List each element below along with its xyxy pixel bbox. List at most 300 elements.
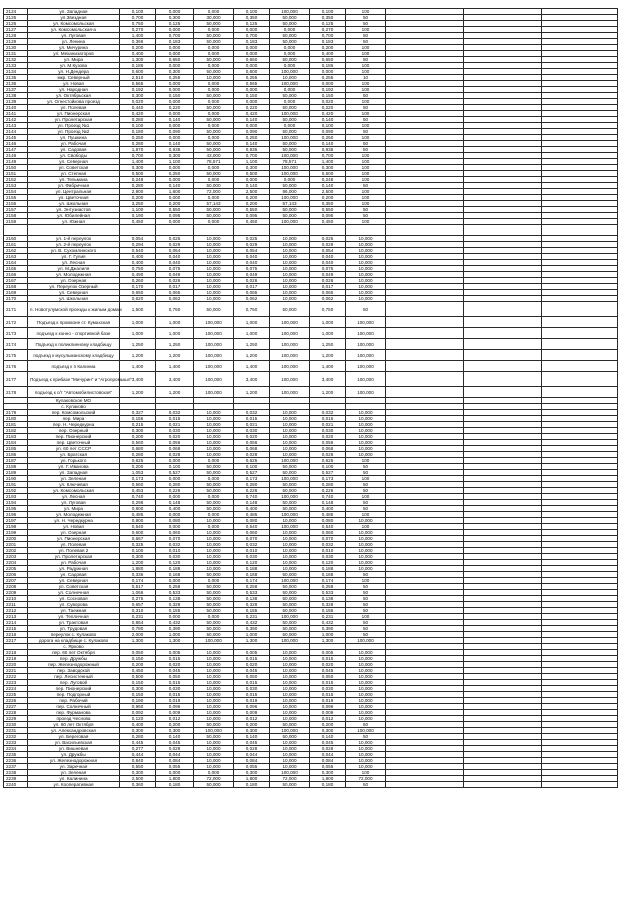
value-cell: 10,000: [194, 260, 234, 266]
value-cell: 0,248: [120, 177, 156, 183]
street-name-cell: подъезд к мусульманскому кладбищу: [28, 350, 120, 361]
value-cell: 0,140: [156, 117, 194, 123]
street-name-cell: пер. Подгорный: [28, 692, 120, 698]
value-cell: 57,143: [270, 201, 310, 207]
value-cell: 0,000: [156, 111, 194, 117]
value-cell: 0,138: [234, 596, 270, 602]
row-number-cell: 2213: [4, 614, 28, 620]
value-cell: 0,300: [120, 554, 156, 560]
value-cell: 10,000: [194, 290, 234, 296]
street-name-cell: ул. Кооперативная: [28, 782, 120, 788]
value-cell: 0,000: [156, 135, 194, 141]
empty-cell: [386, 302, 464, 317]
value-cell: 1,200: [234, 387, 270, 398]
value-cell: 0,075: [156, 266, 194, 272]
value-cell: 0,935: [310, 147, 346, 153]
value-cell: 0,190: [120, 213, 156, 219]
value-cell: 100,000: [346, 387, 386, 398]
value-cell: 0,000: [156, 458, 194, 464]
value-cell: 0,029: [156, 242, 194, 248]
value-cell: 3,400: [120, 372, 156, 387]
value-cell: 0,090: [156, 129, 194, 135]
value-cell: 0,000: [194, 123, 234, 129]
value-cell: 50: [346, 602, 386, 608]
value-cell: 0,400: [120, 260, 156, 266]
value-cell: 0,010: [156, 548, 194, 554]
value-cell: 50: [346, 734, 386, 740]
street-name-cell: Подъезд к промзоне ст. Кумахская: [28, 317, 120, 328]
row-number-cell: 2174: [4, 339, 28, 350]
value-cell: 0,200: [156, 201, 194, 207]
value-cell: 0,150: [310, 93, 346, 99]
value-cell: 0,020: [156, 434, 194, 440]
value-cell: 10,000: [270, 548, 310, 554]
value-cell: 10,000: [346, 650, 386, 656]
street-name-cell: ул. Школьная: [28, 201, 120, 207]
value-cell: 10,000: [270, 752, 310, 758]
value-cell: 0,485: [120, 512, 156, 518]
value-cell: 0,050: [310, 674, 346, 680]
value-cell: 0,045: [310, 668, 346, 674]
row-number-cell: 2146: [4, 141, 28, 147]
row-number-cell: 2229: [4, 716, 28, 722]
value-cell: 0,000: [234, 27, 270, 33]
value-cell: 0,300: [120, 770, 156, 776]
empty-cell: [386, 387, 464, 398]
value-cell: 1,200: [156, 350, 194, 361]
value-cell: 100,000: [270, 728, 310, 734]
value-cell: 10,000: [346, 290, 386, 296]
value-cell: 10,000: [346, 518, 386, 524]
value-cell: 100: [346, 614, 386, 620]
value-cell: 0,250: [310, 135, 346, 141]
value-cell: 0,065: [310, 290, 346, 296]
value-cell: 50,000: [194, 596, 234, 602]
value-cell: 10,000: [346, 266, 386, 272]
value-cell: 100,000: [346, 339, 386, 350]
value-cell: 0,155: [310, 608, 346, 614]
value-cell: 0,010: [310, 548, 346, 554]
value-cell: 0,250: [156, 171, 194, 177]
row-number-cell: 2141: [4, 111, 28, 117]
street-name-cell: переулок с. Кулаково: [28, 632, 120, 638]
table-row: [4, 361, 618, 372]
value-cell: 100,000: [346, 372, 386, 387]
row-number-cell: 2153: [4, 183, 28, 189]
table-row: [4, 387, 618, 398]
value-cell: 0,000: [270, 51, 310, 57]
value-cell: 0,168: [234, 572, 270, 578]
street-name-cell: ул. Зеленая: [28, 476, 120, 482]
street-name-cell: ул. Пролетарская: [28, 554, 120, 560]
value-cell: 50,000: [194, 183, 234, 189]
value-cell: 1,200: [120, 387, 156, 398]
street-name-cell: ул. Центральная: [28, 189, 120, 195]
value-cell: 50: [346, 506, 386, 512]
value-cell: 0,015: [234, 656, 270, 662]
value-cell: 0,485: [234, 512, 270, 518]
value-cell: 10,000: [194, 272, 234, 278]
value-cell: 0,021: [234, 422, 270, 428]
value-cell: 10,000: [346, 656, 386, 662]
value-cell: 50,000: [270, 722, 310, 728]
value-cell: 0,258: [156, 584, 194, 590]
value-cell: 100,000: [346, 361, 386, 372]
value-cell: 50,000: [270, 482, 310, 488]
value-cell: 100,000: [346, 317, 386, 328]
value-cell: 50,000: [270, 782, 310, 788]
value-cell: 10,000: [346, 536, 386, 542]
value-cell: 10,000: [270, 248, 310, 254]
row-number-cell: 2132: [4, 57, 28, 63]
value-cell: [194, 225, 234, 236]
value-cell: 0,226: [156, 488, 194, 494]
value-cell: 0,000: [194, 770, 234, 776]
value-cell: 0,300: [156, 69, 194, 75]
value-cell: 0,120: [234, 560, 270, 566]
row-number-cell: 2203: [4, 554, 28, 560]
value-cell: 43,000: [194, 153, 234, 159]
street-name-cell: с. Ярково: [28, 644, 120, 650]
value-cell: 0,192: [120, 87, 156, 93]
value-cell: 0,173: [234, 476, 270, 482]
street-name-cell: ул. Фабричная: [28, 183, 120, 189]
value-cell: 0,000: [194, 476, 234, 482]
street-name-cell: дорога на кладбище с. Кулаково: [28, 638, 120, 644]
value-cell: 0,565: [234, 81, 270, 87]
value-cell: 0,000: [194, 51, 234, 57]
value-cell: 0,070: [310, 536, 346, 542]
value-cell: 10,000: [270, 758, 310, 764]
value-cell: 0,200: [156, 722, 194, 728]
value-cell: 100: [346, 99, 386, 105]
value-cell: 0,080: [234, 518, 270, 524]
value-cell: 0,019: [234, 698, 270, 704]
value-cell: 0,040: [156, 254, 194, 260]
value-cell: 10,000: [346, 422, 386, 428]
street-name-cell: пер. Лесистенный: [28, 674, 120, 680]
value-cell: 0,092: [120, 710, 156, 716]
value-cell: 10,000: [194, 686, 234, 692]
value-cell: 10,000: [346, 746, 386, 752]
value-cell: 10,000: [270, 75, 310, 81]
row-number-cell: 2214: [4, 620, 28, 626]
value-cell: 0,183: [310, 39, 346, 45]
value-cell: 0,270: [310, 27, 346, 33]
value-cell: 10,000: [194, 254, 234, 260]
value-cell: 10,000: [194, 548, 234, 554]
value-cell: 10,000: [194, 674, 234, 680]
value-cell: 50,000: [194, 129, 234, 135]
value-cell: 50: [346, 39, 386, 45]
empty-cell: [542, 782, 618, 788]
value-cell: 0,000: [156, 219, 194, 225]
value-cell: 0,060: [310, 530, 346, 536]
value-cell: 10,000: [194, 422, 234, 428]
row-number-cell: 2152: [4, 177, 28, 183]
row-number-cell: 2143: [4, 123, 28, 129]
street-name-cell: ул. 60 лет Октября: [28, 722, 120, 728]
street-name-cell: пер. Заводской: [28, 668, 120, 674]
value-cell: [120, 225, 156, 236]
value-cell: 0,550: [310, 207, 346, 213]
value-cell: 0,750: [234, 302, 270, 317]
value-cell: 10,000: [270, 542, 310, 548]
row-number-cell: 2223: [4, 680, 28, 686]
value-cell: 0,174: [120, 578, 156, 584]
value-cell: 50,000: [270, 596, 310, 602]
value-cell: 0,400: [120, 254, 156, 260]
value-cell: 0,096: [156, 704, 194, 710]
value-cell: 0,000: [194, 524, 234, 530]
value-cell: 0,138: [310, 596, 346, 602]
value-cell: 10,000: [346, 260, 386, 266]
value-cell: 0,450: [310, 219, 346, 225]
value-cell: 0,000: [234, 177, 270, 183]
value-cell: 0,500: [120, 674, 156, 680]
value-cell: 50,000: [194, 584, 234, 590]
value-cell: 0,300: [120, 686, 156, 692]
value-cell: 0,020: [310, 99, 346, 105]
value-cell: 0,000: [156, 81, 194, 87]
street-name-cell: пер. Луговой: [28, 680, 120, 686]
street-name-cell: ул. Васильевская: [28, 740, 120, 746]
value-cell: 0,055: [156, 764, 194, 770]
value-cell: 0,600: [120, 69, 156, 75]
value-cell: 10,000: [270, 410, 310, 416]
value-cell: 0,025: [234, 236, 270, 242]
value-cell: 0,100: [156, 464, 194, 470]
value-cell: 50: [346, 584, 386, 590]
value-cell: 10,000: [270, 716, 310, 722]
value-cell: 0,275: [120, 596, 156, 602]
value-cell: 50: [346, 207, 386, 213]
value-cell: 0,180: [156, 782, 194, 788]
row-number-cell: 2235: [4, 752, 28, 758]
value-cell: 0,005: [310, 650, 346, 656]
row-number-cell: 2156: [4, 201, 28, 207]
value-cell: 0,044: [310, 752, 346, 758]
value-cell: 50: [346, 141, 386, 147]
value-cell: 10,000: [346, 542, 386, 548]
row-number-cell: 2200: [4, 536, 28, 542]
value-cell: 0,183: [156, 39, 194, 45]
row-number-cell: 2234: [4, 746, 28, 752]
value-cell: 0,420: [234, 111, 270, 117]
street-name-cell: пер. 60 лет Октября: [28, 650, 120, 656]
value-cell: 1,100: [120, 207, 156, 213]
value-cell: 10,000: [346, 752, 386, 758]
value-cell: 1,870: [120, 147, 156, 153]
value-cell: 1,000: [310, 328, 346, 339]
value-cell: 72,000: [194, 776, 234, 782]
street-name-cell: ул. 1-й переулок: [28, 236, 120, 242]
value-cell: 50: [346, 488, 386, 494]
value-cell: 100: [346, 458, 386, 464]
value-cell: 0,095: [234, 213, 270, 219]
value-cell: 1,250: [156, 339, 194, 350]
value-cell: 10,000: [346, 698, 386, 704]
value-cell: 0,095: [310, 213, 346, 219]
street-name-cell: ул. Тепличная: [28, 614, 120, 620]
value-cell: 50: [346, 572, 386, 578]
value-cell: 0,780: [120, 626, 156, 632]
value-cell: 1,000: [310, 632, 346, 638]
street-name-cell: ул. Новая: [28, 81, 120, 87]
empty-cell: [464, 339, 542, 350]
value-cell: 0,400: [156, 506, 194, 512]
empty-cell: [464, 317, 542, 328]
row-number-cell: 2125: [4, 15, 28, 21]
value-cell: 50,000: [194, 171, 234, 177]
row-number-cell: 2186: [4, 452, 28, 458]
value-cell: 1,066: [120, 590, 156, 596]
value-cell: 0,062: [310, 296, 346, 302]
row-number-cell: 2128: [4, 33, 28, 39]
value-cell: 10,000: [270, 260, 310, 266]
value-cell: 0,540: [120, 524, 156, 530]
street-name-cell: подъезд к п Калиниа: [28, 361, 120, 372]
value-cell: 0,444: [120, 752, 156, 758]
value-cell: 0,000: [270, 63, 310, 69]
row-number-cell: 2215: [4, 626, 28, 632]
value-cell: 0,015: [310, 680, 346, 686]
value-cell: 0,000: [194, 614, 234, 620]
value-cell: 10,000: [194, 554, 234, 560]
value-cell: 0,120: [310, 560, 346, 566]
value-cell: 50,000: [194, 506, 234, 512]
street-name-cell: ул. Трудовая: [28, 626, 120, 632]
value-cell: 50,000: [194, 632, 234, 638]
value-cell: 0,017: [234, 284, 270, 290]
value-cell: 100,000: [270, 372, 310, 387]
value-cell: 100,000: [270, 153, 310, 159]
value-cell: 100,000: [194, 372, 234, 387]
value-cell: 100,000: [346, 328, 386, 339]
value-cell: 0,020: [234, 434, 270, 440]
value-cell: 0,140: [234, 117, 270, 123]
value-cell: 0,700: [156, 33, 194, 39]
street-name-cell: [28, 225, 120, 236]
value-cell: 0,170: [120, 284, 156, 290]
row-number-cell: 2181: [4, 422, 28, 428]
street-name-cell: ул. Пушкина: [28, 135, 120, 141]
value-cell: 0,168: [310, 572, 346, 578]
value-cell: 0,255: [156, 75, 194, 81]
value-cell: 10,000: [270, 422, 310, 428]
street-name-cell: ул. Солнечная: [28, 590, 120, 596]
value-cell: 0,540: [234, 524, 270, 530]
row-number-cell: 2182: [4, 428, 28, 434]
value-cell: 0,000: [156, 512, 194, 518]
empty-cell: [542, 350, 618, 361]
value-cell: 0,049: [310, 272, 346, 278]
empty-cell: [386, 328, 464, 339]
value-cell: 100,000: [270, 476, 310, 482]
value-cell: 3,400: [310, 372, 346, 387]
value-cell: 100,000: [270, 171, 310, 177]
value-cell: 0,445: [120, 740, 156, 746]
value-cell: 50,000: [270, 141, 310, 147]
value-cell: 0,148: [234, 500, 270, 506]
value-cell: 0,068: [234, 446, 270, 452]
value-cell: 0,045: [156, 740, 194, 746]
value-cell: 10,000: [346, 692, 386, 698]
row-number-cell: 2151: [4, 171, 28, 177]
value-cell: 0,005: [156, 650, 194, 656]
street-name-cell: ул. Г. Гулия: [28, 254, 120, 260]
value-cell: 0,650: [156, 57, 194, 63]
value-cell: 10,000: [270, 530, 310, 536]
value-cell: 0,030: [234, 686, 270, 692]
value-cell: 72,000: [194, 189, 234, 195]
value-cell: 0,248: [310, 177, 346, 183]
value-cell: 0,200: [120, 662, 156, 668]
value-cell: 50: [346, 117, 386, 123]
value-cell: 50: [346, 482, 386, 488]
value-cell: 100,000: [270, 638, 310, 644]
value-cell: 10,000: [194, 410, 234, 416]
value-cell: 0,028: [234, 746, 270, 752]
row-number-cell: 2140: [4, 105, 28, 111]
value-cell: 1,200: [120, 350, 156, 361]
value-cell: 100,000: [270, 614, 310, 620]
row-number-cell: 2171: [4, 302, 28, 317]
value-cell: 0,025: [310, 236, 346, 242]
value-cell: 10,000: [194, 248, 234, 254]
value-cell: 0,015: [156, 692, 194, 698]
value-cell: 10,000: [346, 284, 386, 290]
value-cell: 100: [346, 45, 386, 51]
value-cell: 50: [346, 33, 386, 39]
value-cell: 0,062: [234, 296, 270, 302]
value-cell: 100,000: [270, 328, 310, 339]
row-number-cell: 2129: [4, 39, 28, 45]
street-name-cell: ул. Суворова: [28, 602, 120, 608]
value-cell: 2,500: [120, 776, 156, 782]
value-cell: 10,000: [346, 548, 386, 554]
value-cell: 0,050: [234, 674, 270, 680]
value-cell: 0,186: [120, 63, 156, 69]
street-name-cell: ул. Школьная: [28, 296, 120, 302]
row-number-cell: 2187: [4, 458, 28, 464]
street-name-cell: ул. Озерная: [28, 530, 120, 536]
value-cell: 100: [346, 153, 386, 159]
value-cell: 0,060: [234, 530, 270, 536]
value-cell: 0,174: [310, 578, 346, 584]
value-cell: 10,000: [194, 242, 234, 248]
street-name-cell: ул. Братская: [28, 452, 120, 458]
row-number-cell: 2148: [4, 153, 28, 159]
value-cell: 0,800: [120, 518, 156, 524]
value-cell: 50,000: [270, 183, 310, 189]
value-cell: 0,168: [156, 572, 194, 578]
value-cell: 100,000: [346, 350, 386, 361]
value-cell: 50,000: [270, 506, 310, 512]
value-cell: 0,280: [120, 734, 156, 740]
empty-cell: [464, 350, 542, 361]
row-number-cell: 2179: [4, 410, 28, 416]
value-cell: 100,000: [270, 458, 310, 464]
table-row: [4, 372, 618, 387]
value-cell: 0,150: [120, 656, 156, 662]
value-cell: 0,750: [120, 21, 156, 27]
row-number-cell: 2170: [4, 296, 28, 302]
value-cell: 1,200: [234, 350, 270, 361]
value-cell: 0,055: [310, 764, 346, 770]
value-cell: 10,000: [346, 668, 386, 674]
row-number-cell: 2236: [4, 758, 28, 764]
